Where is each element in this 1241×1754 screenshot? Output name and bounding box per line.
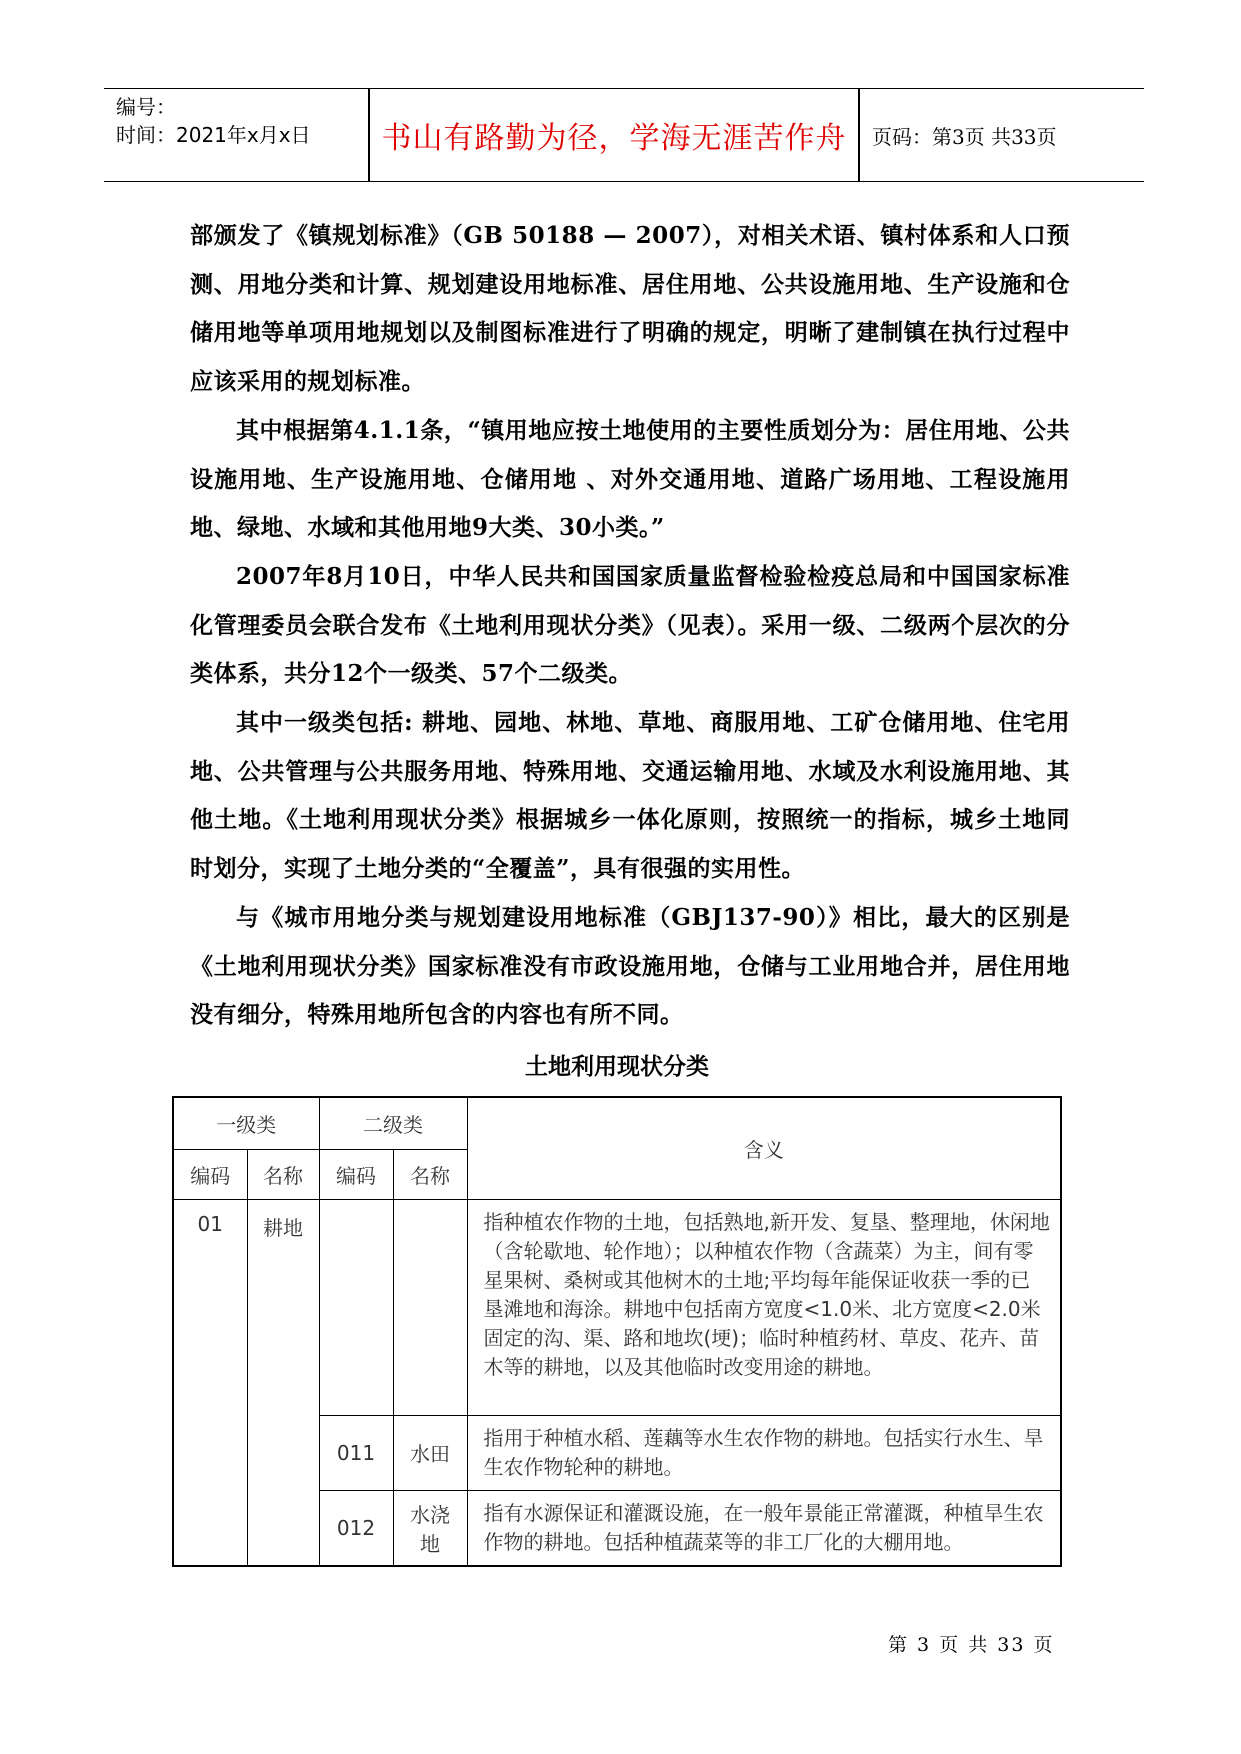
paragraph: 与《城市用地分类与规划建设用地标准（GBJ137-90）》相比，最大的区别是《土地利用现状分类》国家标准没有市政设施用地，仓储与工业用地合并，居住用地没有细分，特殊用地所包含的内容也有所不同。 bbox=[190, 903, 1070, 1029]
level2-code: 012 bbox=[319, 1490, 393, 1566]
meaning-cell: 指种植农作物的土地，包括熟地,新开发、复垦、整理地，休闲地（含轮歇地、轮作地）；以种植农作物（含蔬菜）为主，间有零星果树、桑树或其他树木的土地;平均每年能保证收获一季的已垦滩地和海涂。耕地中包括南方宽度<1.0米、北方宽度<2.0米固定的沟、渠、路和地坎(埂)；临时种植药材、草皮、花卉、苗木等的耕地，以及其他临时改变用途的耕地。 bbox=[467, 1199, 1061, 1415]
header-code: 编码 bbox=[319, 1149, 393, 1199]
meaning-cell: 指用于种植水稻、莲藕等水生农作物的耕地。包括实行水生、旱生农作物轮种的耕地。 bbox=[467, 1415, 1061, 1490]
table-caption: 土地利用现状分类 bbox=[525, 1053, 709, 1080]
level2-name bbox=[393, 1199, 467, 1415]
page-header bbox=[104, 88, 1144, 182]
paragraph: 2007年8月10日，中华人民共和国国家质量监督检验检疫总局和中国国家标准化管理委员会联合发布《土地利用现状分类》（见表）。采用一级、二级两个层次的分类体系，共分12个一级类、57个二级类。 bbox=[190, 562, 1070, 688]
table-row bbox=[173, 1199, 1061, 1415]
level2-name: 水田 bbox=[393, 1415, 467, 1490]
table-header-row bbox=[173, 1097, 1061, 1149]
header-name: 名称 bbox=[393, 1149, 467, 1199]
header-level1: 一级类 bbox=[173, 1097, 319, 1149]
page-footer: 第 3 页 共 33 页 bbox=[888, 1634, 1055, 1656]
paragraph: 其中根据第4.1.1条，“镇用地应按土地使用的主要性质划分为：居住用地、公共设施用地、生产设施用地、仓储用地 、对外交通用地、道路广场用地、工程设施用地、绿地、水域和其他用地9大类、30小类。” bbox=[190, 416, 1070, 542]
level2-code bbox=[319, 1199, 393, 1415]
serial-number-label: 编号： bbox=[116, 95, 176, 119]
header-meaning: 含义 bbox=[467, 1097, 1061, 1199]
header-level2: 二级类 bbox=[319, 1097, 467, 1149]
level2-code: 011 bbox=[319, 1415, 393, 1490]
level1-code: 01 bbox=[173, 1199, 247, 1566]
date-label: 时间：2021年x月x日 bbox=[116, 123, 311, 147]
header-meta bbox=[116, 93, 368, 149]
paragraph: 部颁发了《镇规划标准》（GB 50188 — 2007），对相关术语、镇村体系和人口预测、用地分类和计算、规划建设用地标准、居住用地、公共设施用地、生产设施和仓储用地等单项用地规划以及制图标准进行了明确的规定，明晰了建制镇在执行过程中应该采用的规划标准。 bbox=[190, 222, 1070, 396]
header-divider bbox=[858, 89, 860, 181]
header-code: 编码 bbox=[173, 1149, 247, 1199]
header-name: 名称 bbox=[247, 1149, 319, 1199]
body-text bbox=[190, 212, 1070, 1040]
paragraph: 其中一级类包括: 耕地、园地、林地、草地、商服用地、工矿仓储用地、住宅用地、公共管理与公共服务用地、特殊用地、交通运输用地、水域及水利设施用地、其他土地。《土地利用现状分类》根据城乡一体化原则，按照统一的指标，城乡土地同时划分，实现了土地分类的“全覆盖”，具有很强的实用性。 bbox=[190, 709, 1070, 883]
meaning-cell: 指有水源保证和灌溉设施，在一般年景能正常灌溉，种植旱生农作物的耕地。包括种植蔬菜等的非工厂化的大棚用地。 bbox=[467, 1490, 1061, 1566]
level2-name: 水浇地 bbox=[393, 1490, 467, 1566]
header-motto: 书山有路勤为径，学海无涯苦作舟 bbox=[381, 121, 847, 156]
land-use-table bbox=[172, 1096, 1062, 1567]
level1-name: 耕地 bbox=[247, 1199, 319, 1566]
header-page-number: 页码：第3页 共33页 bbox=[872, 124, 1057, 149]
